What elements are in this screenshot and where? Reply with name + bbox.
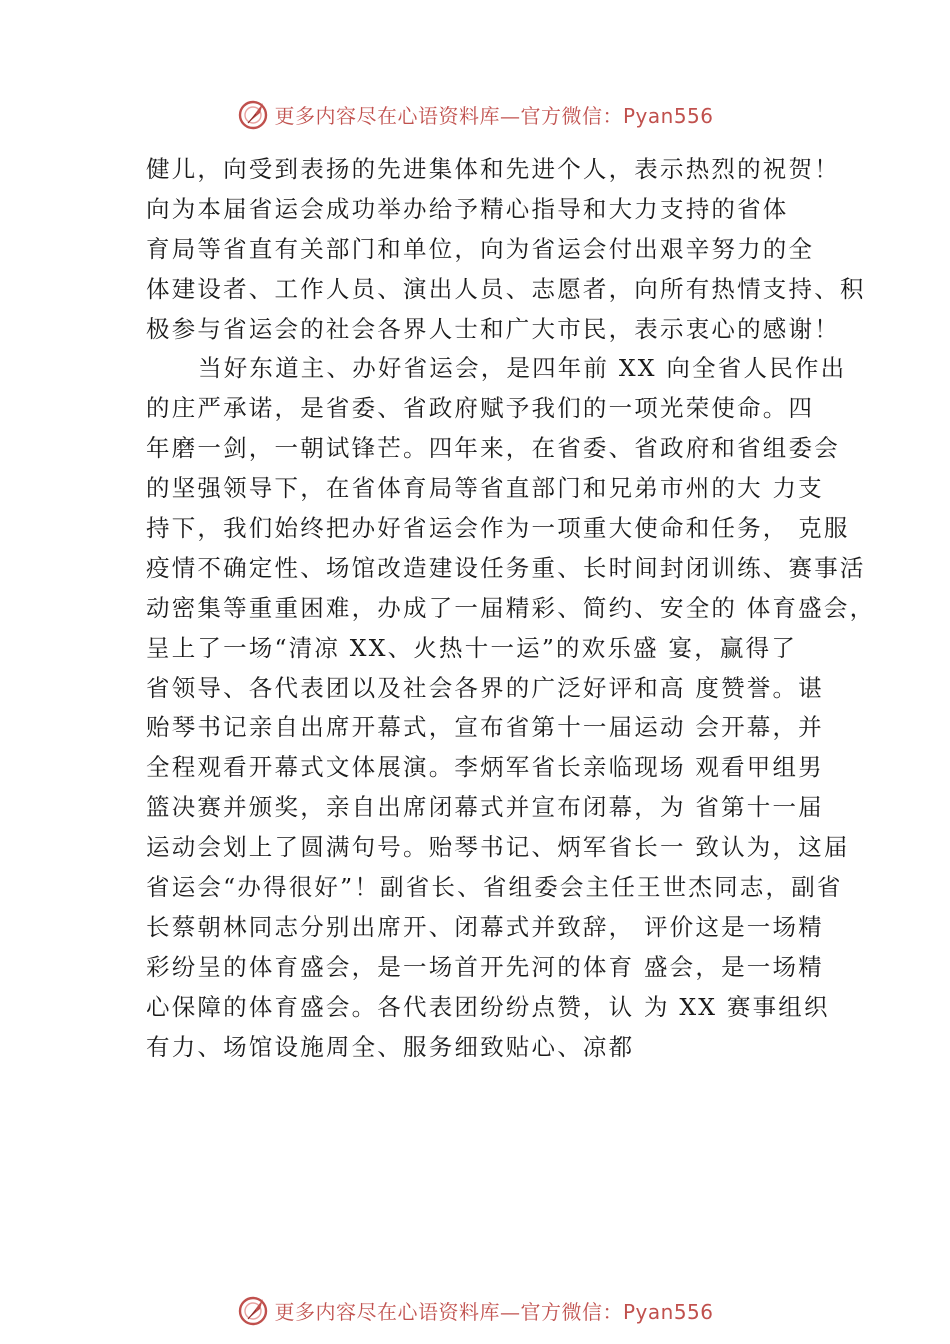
text-line: 篮决赛并颁奖，亲自出席闭幕式并宣布闭幕，为 省第十一届 [146, 793, 824, 822]
text-line: 省领导、各代表团以及社会各界的广泛好评和高 度赞誉。谌 [146, 673, 824, 702]
text-line: 向为本届省运会成功举办给予精心指导和大力支持的省体 [146, 194, 789, 223]
text-line: 的坚强领导下，在省体育局等省直部门和兄弟市州的大 力支 [146, 474, 824, 503]
text-line: 全程观看开幕式文体展演。李炳军省长亲临现场 观看甲组男 [146, 753, 824, 782]
text-line: 动密集等重重困难，办成了一届精彩、简约、安全的 体育盛会， [146, 593, 876, 622]
text-line: 贻琴书记亲自出席开幕式，宣布省第十一届运动 会开幕，并 [146, 713, 824, 742]
quill-logo-icon [236, 97, 270, 131]
text-line: 年磨一剑，一朝试锋芒。四年来，在省委、省政府和省组委会 [146, 434, 840, 463]
watermark-text: 更多内容尽在心语资料库—官方微信：Pyan556 [274, 1299, 714, 1324]
text-line: 疫情不确定性、场馆改造建设任务重、长时间封闭训练、赛事活 [146, 553, 866, 582]
header-watermark [0, 94, 950, 134]
watermark-text: 更多内容尽在心语资料库—官方微信：Pyan556 [274, 103, 714, 128]
text-line: 彩纷呈的体育盛会，是一场首开先河的体育 盛会，是一场精 [146, 952, 824, 981]
text-line: 有力、场馆设施周全、服务细致贴心、凉都 [146, 1032, 635, 1061]
text-line: 的庄严承诺，是省委、省政府赋予我们的一项光荣使命。四 [146, 394, 815, 423]
text-line: 持下，我们始终把办好省运会作为一项重大使命和任务， 克服 [146, 514, 850, 543]
text-line: 当好东道主、办好省运会，是四年前 XX 向全省人民作出 [198, 354, 847, 383]
text-line: 健儿，向受到表扬的先进集体和先进个人，表示热烈的祝贺！ [146, 155, 840, 183]
text-line: 极参与省运会的社会各界人士和广大市民，表示衷心的感谢！ [146, 314, 840, 343]
quill-logo-icon [236, 1293, 270, 1327]
text-line: 呈上了一场“清凉 XX、火热十一运”的欢乐盛 宴，赢得了 [146, 633, 798, 662]
text-line: 省运会“办得很好”！副省长、省组委会主任王世杰同志，副省 [146, 873, 843, 902]
document-body [146, 150, 876, 1067]
footer-watermark [0, 1290, 950, 1330]
text-line: 体建设者、工作人员、演出人员、志愿者，向所有热情支持、积 [146, 274, 866, 303]
text-line: 育局等省直有关部门和单位，向为省运会付出艰辛努力的全 [146, 234, 815, 263]
text-line: 长蔡朝林同志分别出席开、闭幕式并致辞， 评价这是一场精 [146, 912, 824, 941]
text-line: 心保障的体育盛会。各代表团纷纷点赞，认 为 XX 赛事组织 [146, 992, 830, 1021]
text-line: 运动会划上了圆满句号。贻琴书记、炳军省长一 致认为，这届 [146, 833, 850, 862]
